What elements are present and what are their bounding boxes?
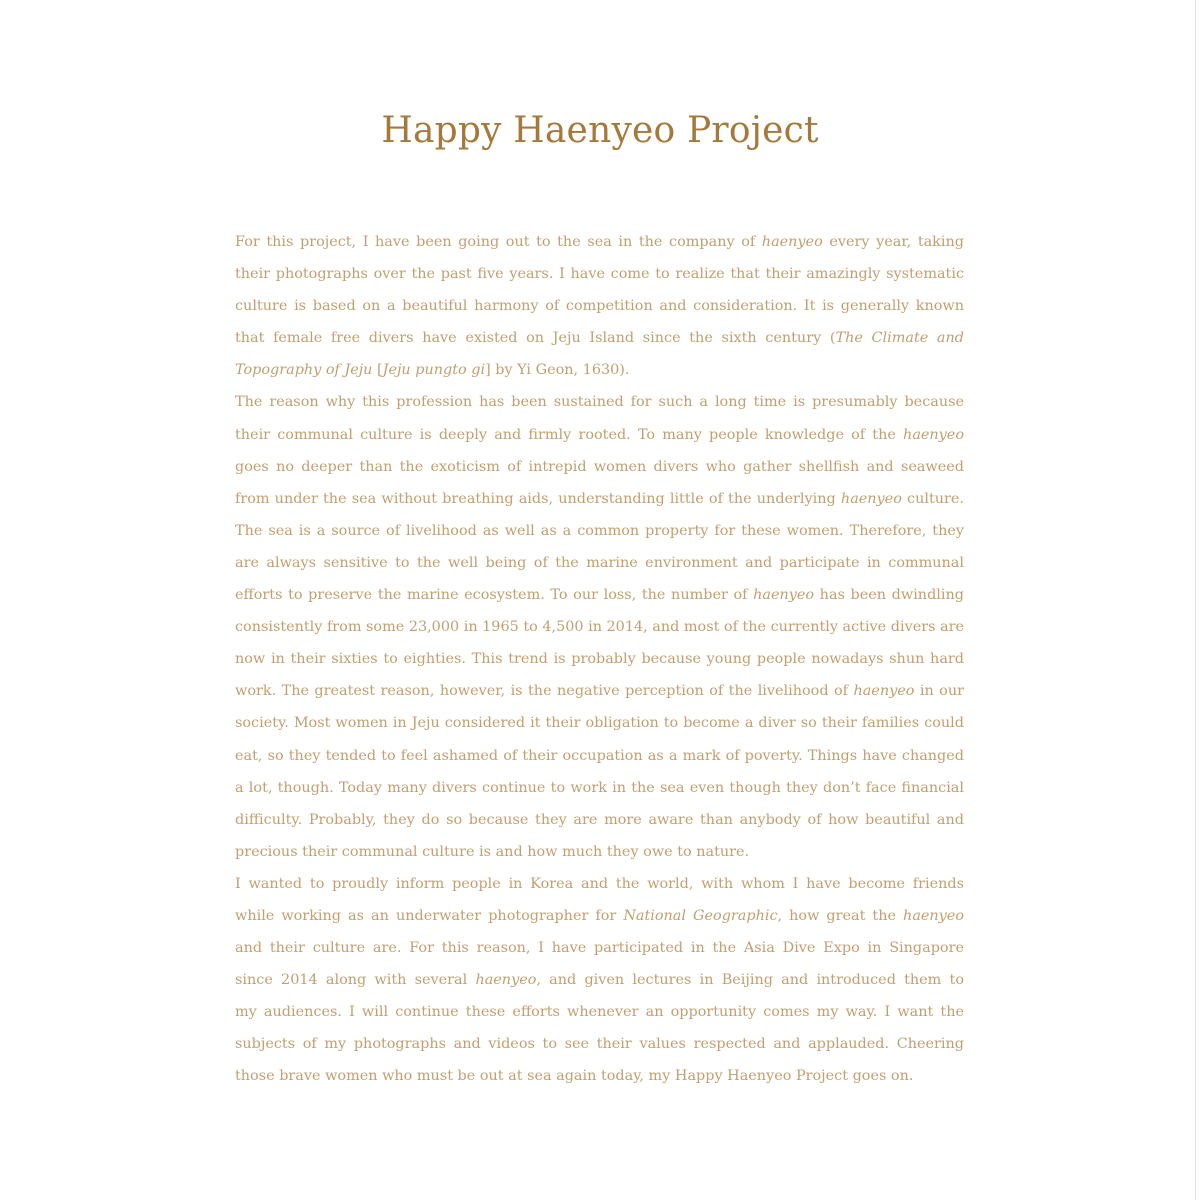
text-run: every year, taking (822, 234, 964, 250)
text-run: a lot, though. Today many divers continue to work in the sea even though they don’t face financial (235, 779, 964, 796)
essay-line (235, 226, 964, 258)
italic-term: The Climate and (835, 330, 964, 347)
essay-line (235, 386, 964, 418)
essay-line (235, 836, 964, 868)
essay-line (235, 515, 964, 547)
text-run: are always sensitive to the well being of the marine environment and participate in communal (235, 554, 964, 571)
essay-line (235, 675, 964, 707)
text-run: while working as an underwater photographer for (235, 907, 624, 924)
page-title: Happy Haenyeo Project (381, 110, 819, 151)
essay-line (235, 804, 964, 836)
text-run: that female free divers have existed on Jeju Island since the sixth century ( (235, 330, 836, 347)
text-run: ] by Yi Geon, 1630). (485, 362, 630, 379)
text-run: , and given lectures in Beijing and introduced them to (536, 972, 964, 989)
text-run: The reason why this profession has been sustained for such a long time is presumably because (235, 394, 964, 411)
text-run: now in their sixties to eighties. This trend is probably because young people nowadays shun hard (235, 651, 964, 668)
text-run: those brave women who must be out at sea again today, my Happy Haenyeo Project goes on. (235, 1068, 914, 1085)
text-run: precious their communal culture is and how much they owe to nature. (235, 843, 750, 860)
essay-line (235, 322, 964, 354)
text-run: consistently from some 23,000 in 1965 to 4,500 in 2014, and most of the currently active divers are (235, 619, 964, 636)
essay-line (235, 419, 964, 451)
essay-line (235, 451, 964, 483)
text-run: culture is based on a beautiful harmony of competition and consideration. It is generally known (235, 298, 964, 315)
essay-line (235, 900, 964, 932)
essay-line (235, 740, 964, 772)
text-run: society. Most women in Jeju considered it their obligation to become a diver so their families could (235, 715, 964, 732)
italic-term: haenyeo (840, 490, 902, 507)
italic-term: Topography of Jeju (235, 362, 373, 379)
text-run: I wanted to proudly inform people in Korea and the world, with whom I have become friends (235, 875, 964, 892)
text-run: difficulty. Probably, they do so because they are more aware than anybody of how beautiful and (235, 811, 964, 828)
essay-line (235, 996, 964, 1028)
text-run: For this project, I have been going out to the sea in the company of (235, 234, 762, 250)
italic-term: Jeju pungto gi (382, 362, 486, 379)
italic-term: haenyeo (903, 426, 964, 443)
text-run: eat, so they tended to feel ashamed of their occupation as a mark of poverty. Things have changed (235, 747, 964, 764)
text-run: culture. (901, 490, 964, 507)
essay-line (235, 1060, 964, 1092)
italic-term: National Geographic (623, 907, 778, 924)
essay-line (235, 579, 964, 611)
essay-line (235, 772, 964, 804)
essay-line (235, 932, 964, 964)
text-run: efforts to preserve the marine ecosystem. To our loss, the number of (235, 587, 754, 604)
text-run: my audiences. I will continue these efforts whenever an opportunity comes my way. I want the (235, 1004, 964, 1021)
text-run: goes no deeper than the exoticism of intrepid women divers who gather shellfish and seaweed (235, 458, 964, 475)
italic-term: haenyeo (475, 972, 537, 989)
essay-line (235, 483, 964, 515)
essay-line (235, 258, 964, 290)
italic-term: haenyeo (753, 587, 815, 604)
text-run: has been dwindling (814, 587, 964, 604)
essay-line (235, 643, 964, 675)
text-run: work. The greatest reason, however, is the negative perception of the livelihood of (235, 683, 854, 700)
text-run: their photographs over the past five years. I have come to realize that their amazingly systematic (235, 266, 964, 283)
essay-line (235, 868, 964, 900)
italic-term: haenyeo (761, 234, 823, 250)
text-run: The sea is a source of livelihood as well as a common property for these women. Therefore, they (235, 522, 964, 539)
essay-line (235, 547, 964, 579)
text-run: subjects of my photographs and videos to see their values respected and applauded. Cheering (235, 1036, 964, 1053)
text-run: [ (372, 362, 383, 379)
page-gutter-divider (1195, 0, 1196, 1200)
essay-line (235, 611, 964, 643)
essay-line (235, 290, 964, 322)
essay-line (235, 707, 964, 739)
text-run: since 2014 along with several (235, 972, 476, 989)
essay-body (235, 226, 964, 1093)
text-run: from under the sea without breathing aids, understanding little of the underlying (235, 490, 841, 507)
essay-line (235, 354, 964, 386)
text-run: , how great the (777, 907, 904, 924)
italic-term: haenyeo (853, 683, 915, 700)
text-run: and their culture are. For this reason, I have participated in the Asia Dive Expo in Singapore (235, 940, 964, 957)
essay-line (235, 964, 964, 996)
italic-term: haenyeo (903, 907, 964, 924)
text-run: in our (914, 683, 964, 700)
text-run: their communal culture is deeply and firmly rooted. To many people knowledge of the (235, 426, 904, 443)
essay-line (235, 1028, 964, 1060)
